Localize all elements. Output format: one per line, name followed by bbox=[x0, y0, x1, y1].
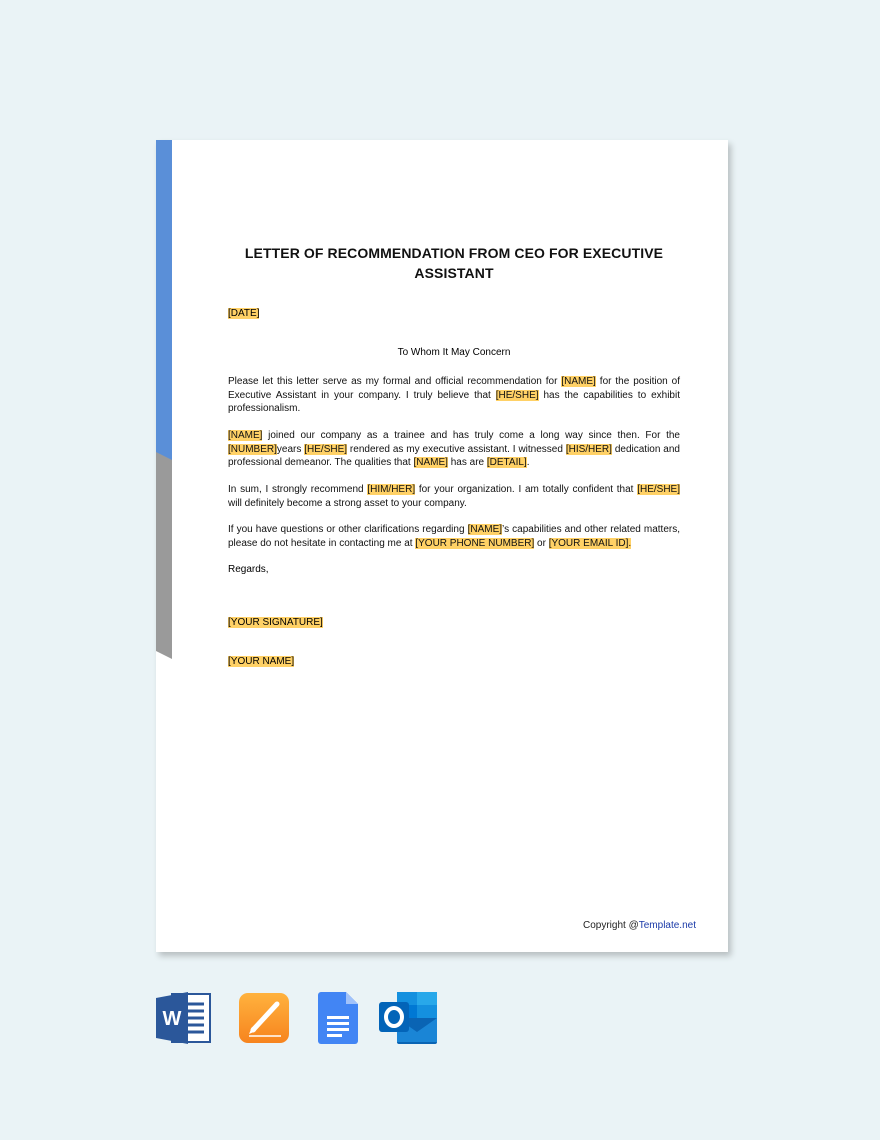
accent-stripe-blue bbox=[156, 140, 172, 460]
name-field: [YOUR NAME] bbox=[228, 656, 295, 667]
document-page bbox=[156, 140, 728, 952]
copyright-notice: Copyright @Template.net bbox=[583, 920, 696, 931]
google-docs-icon[interactable] bbox=[318, 992, 358, 1049]
outlook-icon[interactable] bbox=[379, 992, 439, 1049]
document-title: LETTER OF RECOMMENDATION FROM CEO FOR EXECUTIVE ASSISTANT bbox=[244, 245, 664, 281]
svg-text:W: W bbox=[162, 1008, 182, 1030]
closing: Regards, bbox=[228, 564, 269, 575]
paragraph-4: If you have questions or other clarifications regarding [NAME]’s capabilities and other related matters, please do not hesitate in contacting me at [YOUR PHONE NUMBER] or [YOUR EMAIL ID]. bbox=[228, 524, 680, 549]
paragraph-3: In sum, I strongly recommend [HIM/HER] for your organization. I am totally confident that [HE/SHE] will definitely become a strong asset to your company. bbox=[228, 484, 680, 509]
paragraph-1: Please let this letter serve as my formal and official recommendation for [NAME] for the position of Executive Assistant in your company. I truly believe that [HE/SHE] has the capabilities to exhibit professionalism. bbox=[228, 376, 680, 414]
paragraph-2: [NAME] joined our company as a trainee and has truly come a long way since then. For the [NUMBER]years [HE/SHE] rendered as my executive assistant. I witnessed [HIS/HER] dedication and professional demeanor. The qualities that [NAME] has are [DETAIL]. bbox=[228, 430, 680, 468]
word-icon[interactable] bbox=[156, 992, 212, 1049]
pages-icon[interactable] bbox=[239, 992, 291, 1049]
signature-field: [YOUR SIGNATURE] bbox=[228, 617, 323, 628]
template-link[interactable]: Template.net bbox=[638, 920, 696, 931]
app-icons bbox=[156, 992, 456, 1044]
date-field: [DATE] bbox=[228, 308, 260, 319]
salutation: To Whom It May Concern bbox=[397, 347, 511, 358]
accent-stripe-gray bbox=[156, 452, 172, 659]
